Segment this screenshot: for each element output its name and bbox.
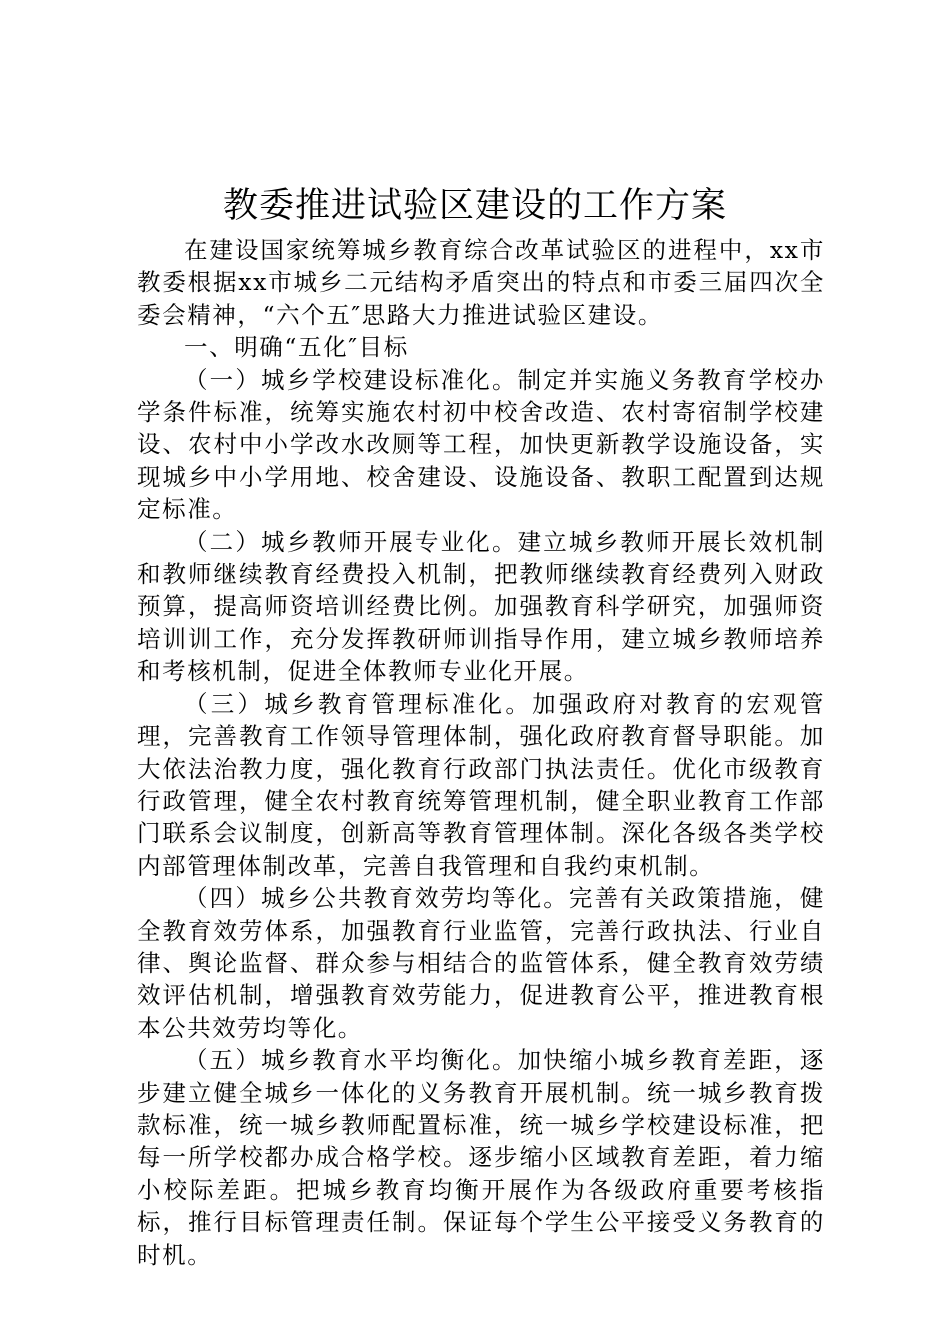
intro-paragraph: 在建设国家统筹城乡教育综合改革试验区的进程中，xx市教委根据xx市城乡二元结构矛盾突出的特点和市委三届四次全委会精神，“六个五″思路大力推进试验区建设。 xyxy=(137,236,825,329)
document-body xyxy=(137,234,825,1271)
item-paragraph-1: （一）城乡学校建设标准化。制定并实施义务教育学校办学条件标准，统筹实施农村初中校舍改造、农村寄宿制学校建设、农村中小学改水改厕等工程，加快更新教学设施设备，实现城乡中小学用地、校舍建设、设施设备、教职工配置到达规定标准。 xyxy=(137,365,825,524)
item-paragraph-2: （二）城乡教师开展专业化。建立城乡教师开展长效机制和教师继续教育经费投入机制，把教师继续教育经费列入财政预算，提高师资培训经费比例。加强教育科学研究，加强师资培训训工作，充分发挥教研师训指导作用，建立城乡教师培养和考核机制，促进全体教师专业化开展。 xyxy=(137,527,825,686)
item-paragraph-3: （三）城乡教育管理标准化。加强政府对教育的宏观管理，完善教育工作领导管理体制，强化政府教育督导职能。加大依法治教力度，强化教育行政部门执法责任。优化市级教育行政管理，健全农村教育统筹管理机制，健全职业教育工作部门联系会议制度，创新高等教育管理体制。深化各级各类学校内部管理体制改革，完善自我管理和自我约束机制。 xyxy=(137,689,825,880)
item-paragraph-4: （四）城乡公共教育效劳均等化。完善有关政策措施，健全教育效劳体系，加强教育行业监管，完善行政执法、行业自律、舆论监督、群众参与相结合的监管体系，健全教育效劳绩效评估机制，增强教育效劳能力，促进教育公平，推进教育根本公共效劳均等化。 xyxy=(137,884,825,1042)
item-paragraph-5: （五）城乡教育水平均衡化。加快缩小城乡教育差距，逐步建立健全城乡一体化的义务教育开展机制。统一城乡教育拨款标准，统一城乡教师配置标准，统一城乡学校建设标准，把每一所学校都办成合格学校。逐步缩小区域教育差距，着力缩小校际差距。把城乡教育均衡开展作为各级政府重要考核指标，推行目标管理责任制。保证每个学生公平接受义务教育的时机。 xyxy=(137,1046,825,1269)
section-heading: 一、明确“五化″目标 xyxy=(184,333,409,362)
document-title: 教委推进试验区建设的工作方案 xyxy=(222,186,727,226)
